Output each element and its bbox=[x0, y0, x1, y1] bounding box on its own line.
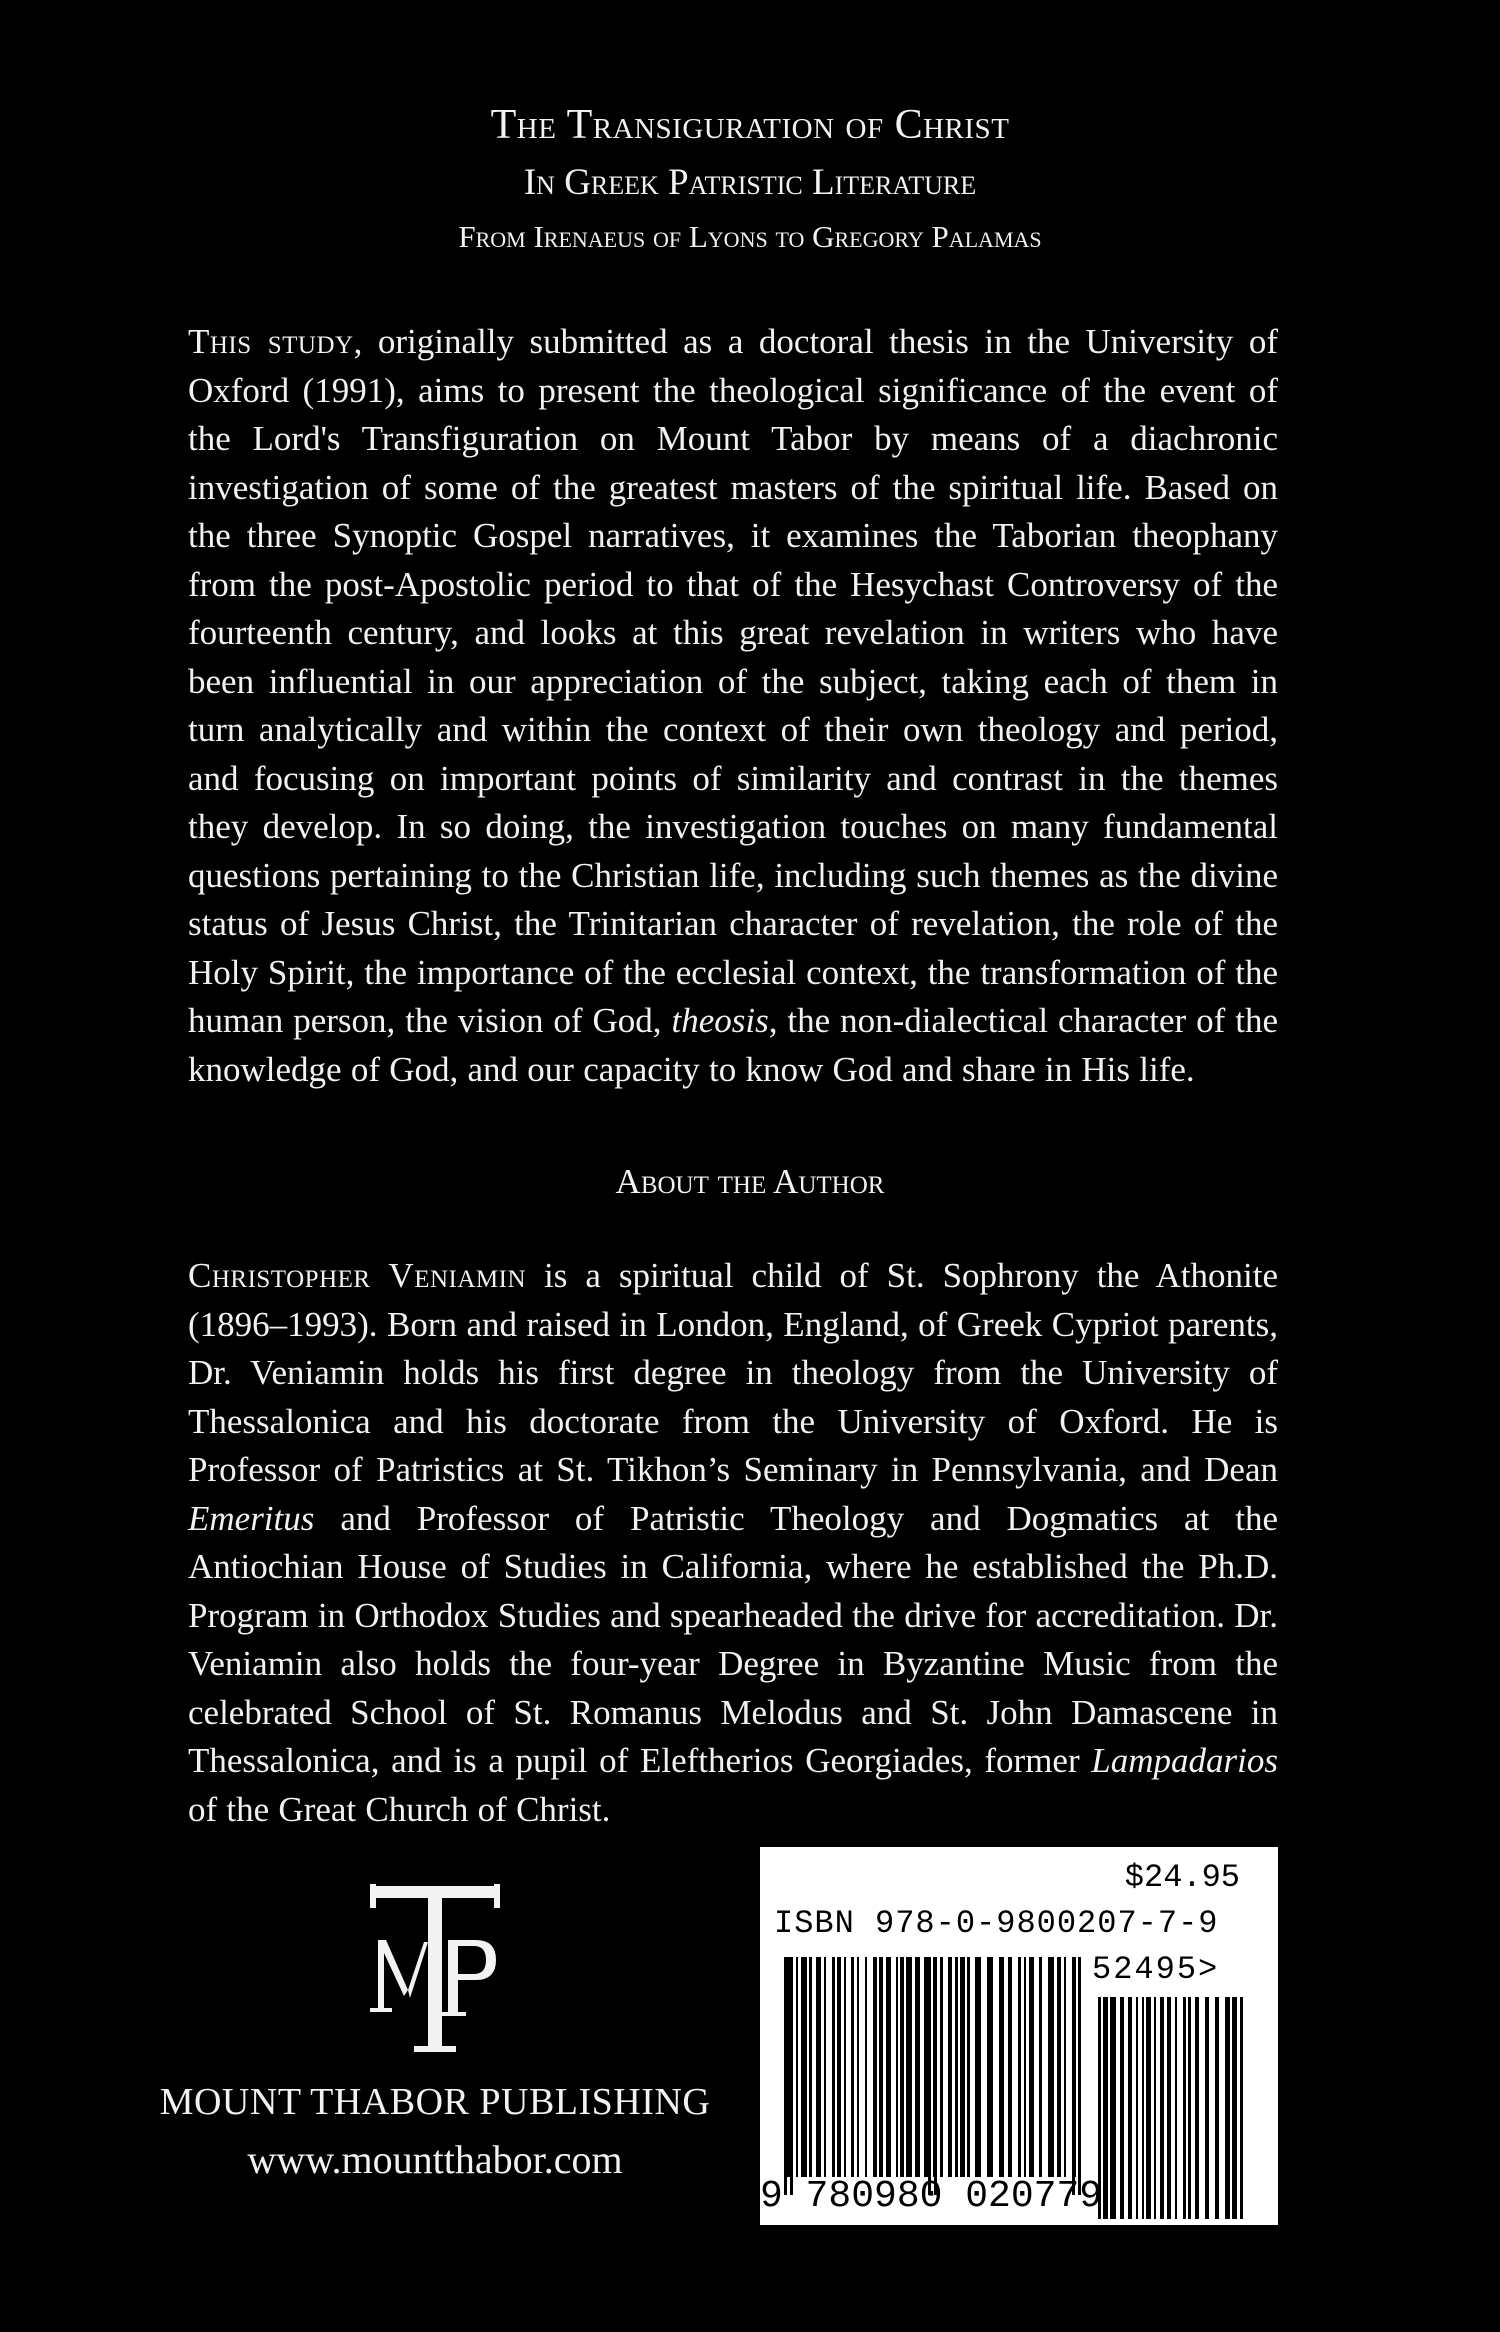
author-name: Christopher Veniamin bbox=[188, 1256, 527, 1295]
book-title: The Transiguration of Christ bbox=[490, 102, 1010, 148]
publisher-name: MOUNT THABOR PUBLISHING bbox=[159, 2081, 711, 2123]
bio-italic-1: Emeritus bbox=[188, 1498, 315, 1538]
book-description bbox=[188, 318, 1278, 1094]
price: $24.95 bbox=[1124, 1859, 1240, 1896]
bio-italic-2: Lampadarios bbox=[1091, 1741, 1278, 1780]
publisher-logo bbox=[368, 1880, 502, 2060]
bio-text-1: is a spiritual child of St. Sophrony the Athonite (1896–1993). Born and raised in London, England, of Greek Cypriot parents, Dr. Veniamin holds his first degree in theology from the University of Thessalonica and his doctorate from the University of Oxford. He is Professor of Patristics at St. Tikhon’s Seminary in Pennsylvania, and Dean bbox=[188, 1256, 1278, 1489]
book-subtitle: In Greek Patristic Literature bbox=[523, 162, 977, 203]
barcode-bars bbox=[760, 1847, 1278, 2225]
about-author-heading: About the Author bbox=[615, 1162, 885, 1201]
bio-text-3: of the Great Church of Christ. bbox=[188, 1789, 611, 1829]
isbn-number: ISBN 978-0-9800207-7-9 bbox=[774, 1905, 1219, 1942]
description-text-1: , originally submitted as a doctoral thesis in the University of Oxford (1991), aims to present the theological significance of the event of the Lord's Transfiguration on Mount Tabor by means of a diachronic investigation of some of the greatest masters of the spiritual life. Based on the three Synoptic Gospel narratives, it examines the Taborian theophany from the post-Apostolic period to that of the Hesychast Controversy of the fourteenth century, and looks at this great revelation in writers who have been influential in our appreciation of the subject, taking each of them in turn analytically and within the context of their own theology and period, and focusing on important points of similarity and contrast in the themes they develop. In so doing, the investigation touches on many fundamental questions pertaining to the Christian life, including such themes as the divine status of Jesus Christ, the Trinitarian character of revelation, the role of the Holy Spirit, the importance of the ecclesial context, the transformation of the human person, the vision of God, bbox=[188, 322, 1279, 1040]
title-block bbox=[0, 95, 1500, 263]
book-subtitle-secondary: From Irenaeus of Lyons to Gregory Palamas bbox=[458, 219, 1042, 254]
bio-text-2: and Professor of Patristic Theology and Dogmatics at the Antiochian House of Studies in California, where he established the Ph.D. Program in Orthodox Studies and spearheaded the drive for accreditation. Dr. Veniamin also holds the four-year Degree in Byzantine Music from the celebrated School of St. Romanus Melodus and St. John Damascene in Thessalonica, and is a pupil of Eleftherios Georgiades, former bbox=[188, 1498, 1278, 1780]
barcode-box bbox=[760, 1847, 1278, 2225]
barcode-addon-digits: 52495> bbox=[1092, 1951, 1220, 1988]
description-lead: This study bbox=[188, 322, 354, 361]
barcode-ean-digits: 9 780980 020779 bbox=[760, 2175, 1103, 2218]
description-italic: theosis bbox=[671, 1001, 769, 1040]
publisher-url: www.mountthabor.com bbox=[247, 2137, 623, 2182]
author-bio bbox=[188, 1252, 1278, 1834]
description-text-2: , the non-dialectical character of the knowledge of God, and our capacity to know God and share in His life. bbox=[188, 1001, 1279, 1089]
